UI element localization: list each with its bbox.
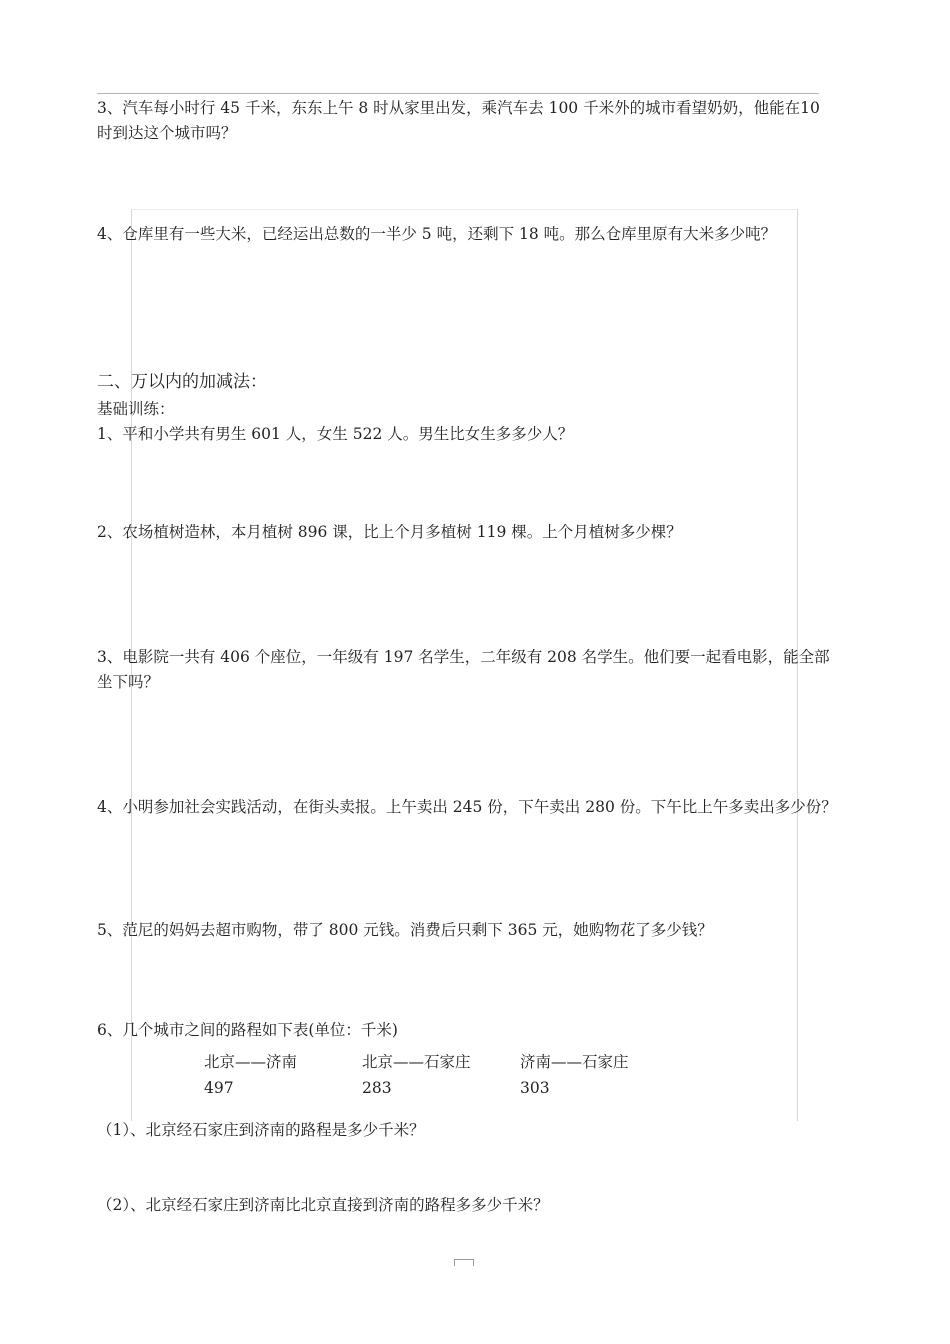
question-3: 3、电影院一共有 406 个座位，一年级有 197 名学生，二年级有 208 名学生。他们要一起看电影，能全部坐下吗？ — [97, 648, 830, 691]
section-subtitle: 基础训练： — [97, 400, 175, 418]
question-5: 5、范尼的妈妈去超市购物，带了 800 元钱。消费后只剩下 365 元，她购物花了多少钱？ — [97, 921, 713, 939]
header-rule — [97, 93, 819, 94]
route-value-bj-sjz: 283 — [362, 1079, 392, 1097]
route-header-jn-sjz: 济南——石家庄 — [520, 1053, 629, 1071]
question-6: 6、几个城市之间的路程如下表(单位：千米) — [97, 1021, 398, 1039]
section-title: 二、万以内的加减法： — [97, 372, 267, 392]
question-1: 1、平和小学共有男生 601 人，女生 522 人。男生比女生多多少人？ — [97, 425, 574, 443]
question-4: 4、小明参加社会实践活动，在街头卖报。上午卖出 245 份，下午卖出 280 份。下午比上午多卖出多少份？ — [97, 798, 837, 816]
sub-question-1: （1）、北京经石家庄到济南的路程是多少千米？ — [97, 1121, 425, 1139]
route-header-bj-sjz: 北京——石家庄 — [362, 1053, 471, 1071]
route-value-jn-sjz: 303 — [520, 1079, 550, 1097]
sub-question-2: （2）、北京经石家庄到济南比北京直接到济南的路程多多少千米？ — [97, 1196, 549, 1214]
question-2: 2、农场植树造林，本月植树 896 课，比上个月多植树 119 棵。上个月植树多少棵？ — [97, 523, 682, 541]
route-header-bj-jn: 北京——济南 — [204, 1053, 298, 1071]
route-value-bj-jn: 497 — [204, 1079, 234, 1097]
question-prev-4: 4、仓库里有一些大米，已经运出总数的一半少 5 吨，还剩下 18 吨。那么仓库里原有大米多少吨？ — [97, 225, 777, 243]
question-prev-3: 3、汽车每小时行 45 千米，东东上午 8 时从家里出发，乘汽车去 100 千米外的城市看望奶奶，他能在10 时到达这个城市吗？ — [97, 99, 820, 142]
page-number-mark — [454, 1259, 474, 1266]
